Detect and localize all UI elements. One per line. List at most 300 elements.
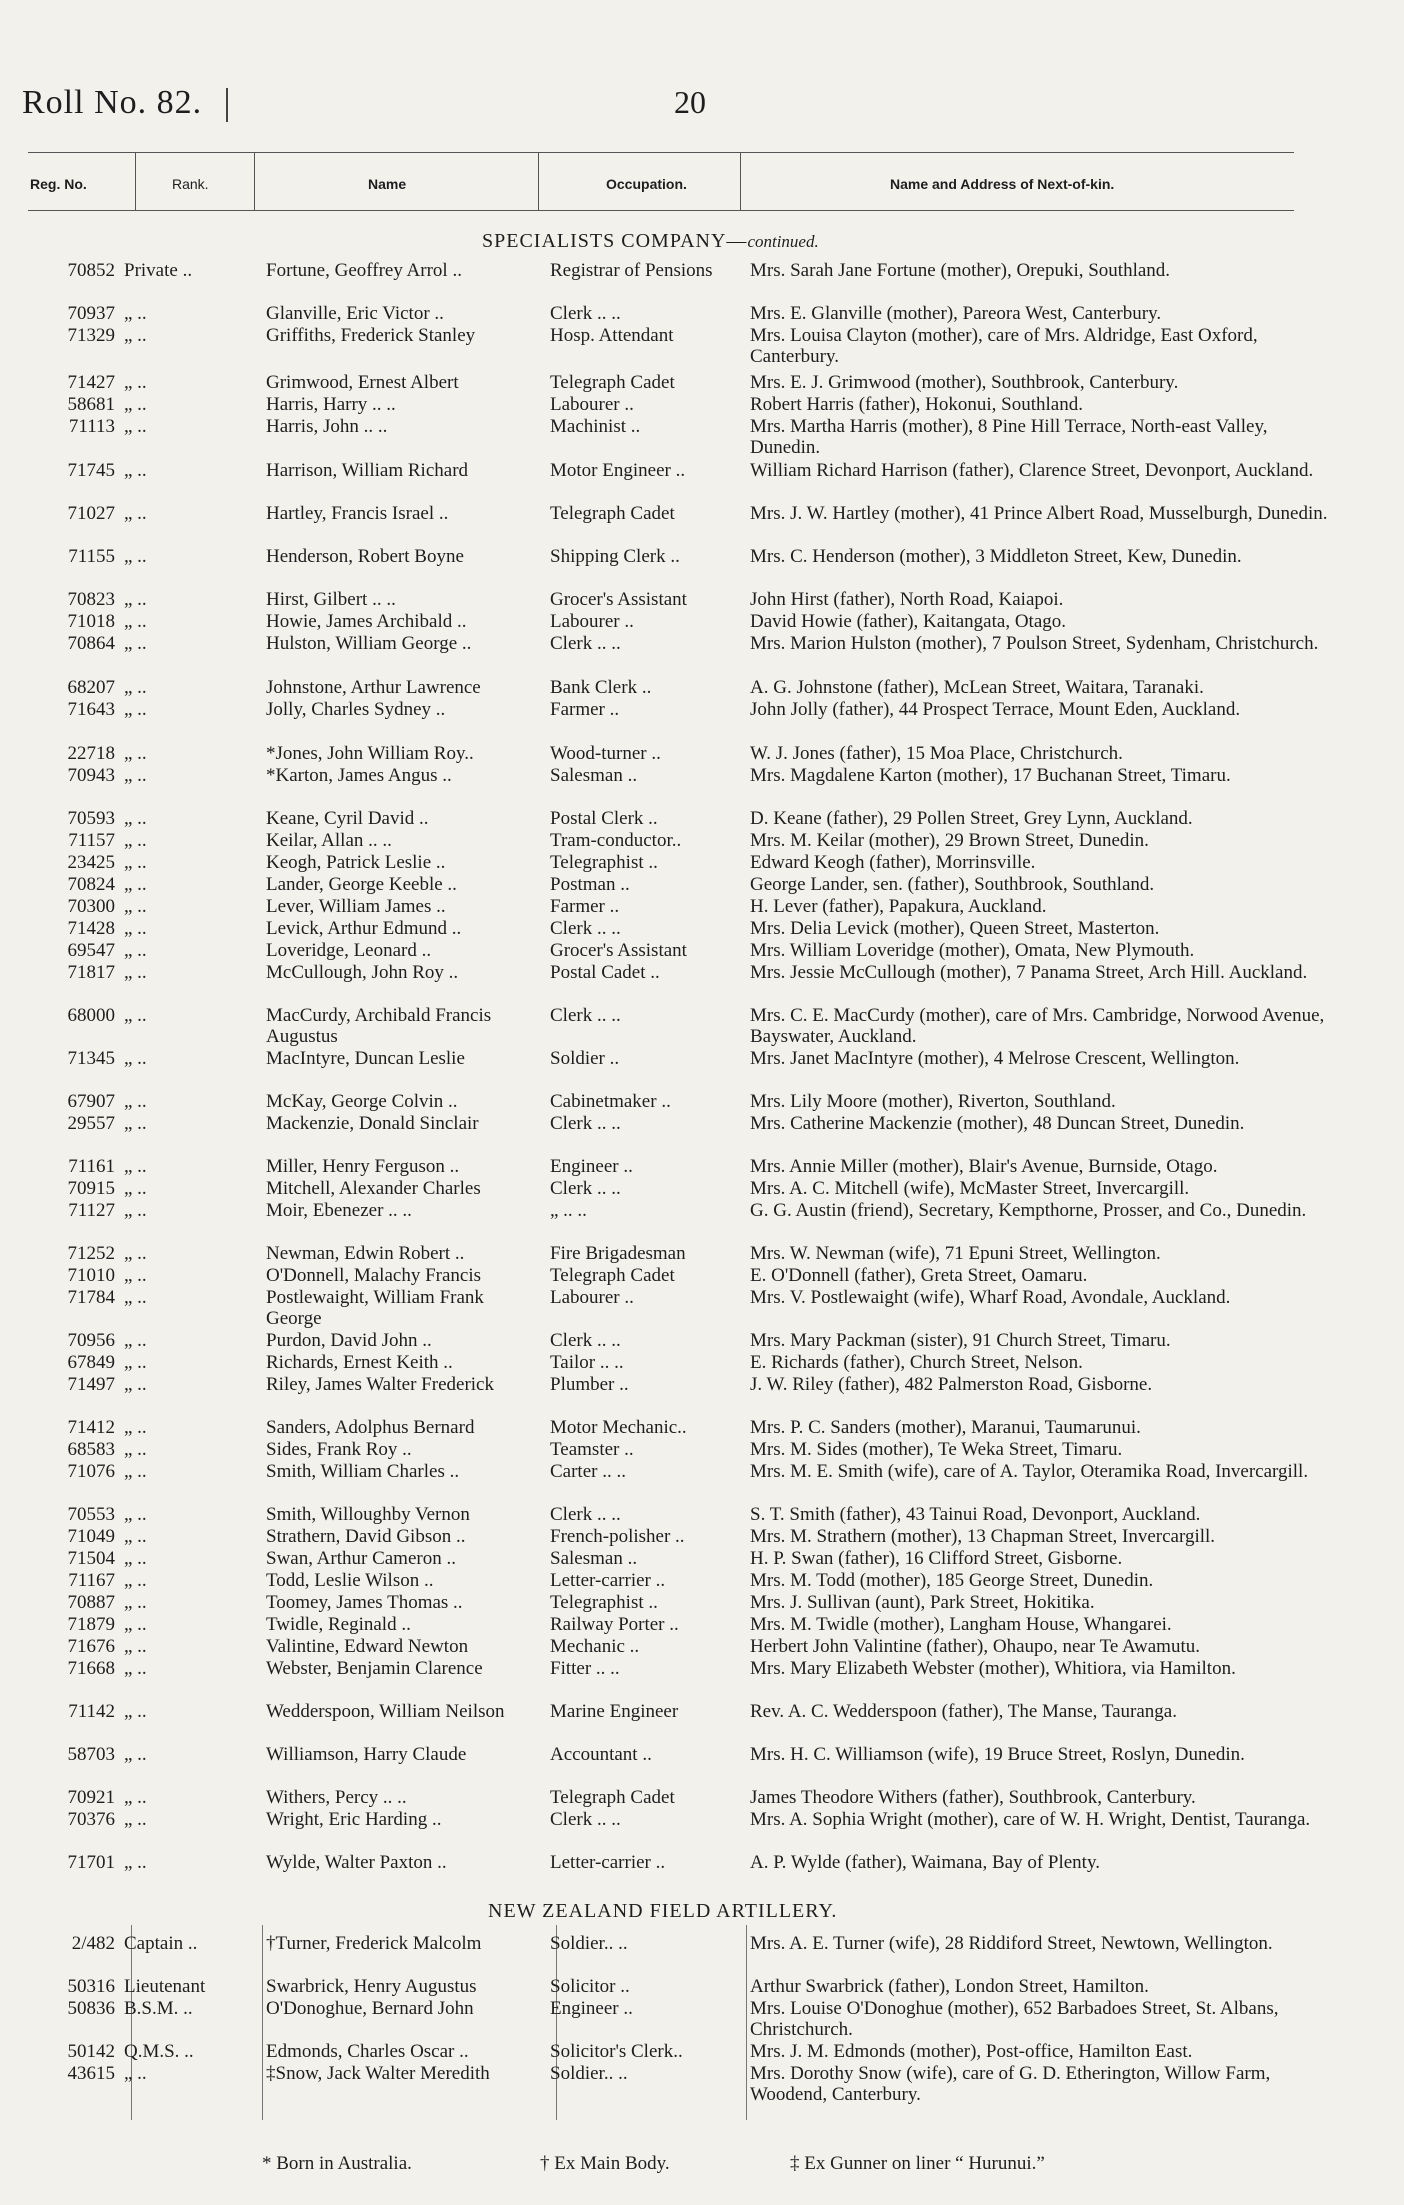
cell-name: McCullough, John Roy .. <box>266 962 459 983</box>
cell-name: Wright, Eric Harding .. <box>266 1809 442 1830</box>
cell-name: Howie, James Archibald .. <box>266 611 467 632</box>
cell-rank: „ .. <box>124 1439 147 1460</box>
cell-name: Grimwood, Ernest Albert <box>266 372 459 393</box>
cell-occupation: Farmer .. <box>550 699 620 720</box>
cell-next-of-kin: Mrs. M. Strathern (mother), 13 Chapman Street, Invercargill. <box>750 1526 1216 1547</box>
cell-reg-no: 68583 <box>67 1439 115 1460</box>
cell-occupation: Bank Clerk .. <box>550 677 652 698</box>
cell-next-of-kin: Mrs. W. Newman (wife), 71 Epuni Street, Wellington. <box>750 1243 1161 1264</box>
cell-reg-no: 71167 <box>68 1570 115 1591</box>
cell-rank: „ .. <box>124 1504 147 1525</box>
cell-name: Miller, Henry Ferguson .. <box>266 1156 460 1177</box>
cell-name: O'Donnell, Malachy Francis <box>266 1265 482 1286</box>
cell-reg-no: 68207 <box>67 677 115 698</box>
cell-reg-no: 71676 <box>67 1636 115 1657</box>
cell-rank: „ .. <box>124 1330 147 1351</box>
cell-reg-no: 71010 <box>67 1265 115 1286</box>
cell-next-of-kin: Mrs. M. Sides (mother), Te Weka Street, Timaru. <box>750 1439 1123 1460</box>
cell-occupation: Clerk .. .. <box>550 633 621 654</box>
cell-occupation: Clerk .. .. <box>550 918 621 939</box>
cell-name: *Karton, James Angus .. <box>266 765 452 786</box>
cell-reg-no: 58681 <box>67 394 115 415</box>
cell-name: Fortune, Geoffrey Arrol .. <box>266 260 462 281</box>
cell-rank: „ .. <box>124 1243 147 1264</box>
cell-occupation: Grocer's Assistant <box>550 940 687 961</box>
cell-name: Swan, Arthur Cameron .. <box>266 1548 456 1569</box>
cell-next-of-kin: Mrs. Lily Moore (mother), Riverton, Southland. <box>750 1091 1116 1112</box>
cell-rank: B.S.M. .. <box>124 1998 193 2019</box>
cell-rank: „ .. <box>124 1374 147 1395</box>
column-divider <box>556 1925 557 2120</box>
cell-rank: „ .. <box>124 611 147 632</box>
cell-next-of-kin: Mrs. Louisa Clayton (mother), care of Mrs. Aldridge, East Oxford, Canterbury. <box>750 325 1258 367</box>
cell-occupation: Telegraphist .. <box>550 852 658 873</box>
cell-name: McKay, George Colvin .. <box>266 1091 458 1112</box>
cell-reg-no: 50836 <box>67 1998 115 2019</box>
cell-reg-no: 29557 <box>67 1113 115 1134</box>
cell-name: Mitchell, Alexander Charles <box>266 1178 481 1199</box>
cell-name: Edmonds, Charles Oscar .. <box>266 2041 469 2062</box>
cell-name: Sides, Frank Roy .. <box>266 1439 412 1460</box>
cell-reg-no: 70823 <box>67 589 115 610</box>
cell-rank: „ .. <box>124 1417 147 1438</box>
cell-rank: „ .. <box>124 1548 147 1569</box>
cell-next-of-kin: Mrs. Louise O'Donoghue (mother), 652 Barbadoes Street, St. Albans, Christchurch. <box>750 1998 1279 2040</box>
cell-occupation: Machinist .. <box>550 416 641 437</box>
cell-name: Smith, William Charles .. <box>266 1461 460 1482</box>
cell-name: Smith, Willoughby Vernon <box>266 1504 470 1525</box>
column-divider <box>131 1925 132 2120</box>
cell-occupation: Fire Brigadesman <box>550 1243 686 1264</box>
cell-occupation: Letter-carrier .. <box>550 1570 666 1591</box>
cell-occupation: Hosp. Attendant <box>550 325 674 346</box>
cell-name: Wedderspoon, William Neilson <box>266 1701 505 1722</box>
cell-rank: „ .. <box>124 940 147 961</box>
cell-occupation: Telegraph Cadet <box>550 372 675 393</box>
cell-occupation: Solicitor's Clerk.. <box>550 2041 683 2062</box>
cell-name: Glanville, Eric Victor .. <box>266 303 444 324</box>
cell-occupation: Tram-conductor.. <box>550 830 682 851</box>
cell-occupation: Shipping Clerk .. <box>550 546 680 567</box>
cell-name: O'Donoghue, Bernard John <box>266 1998 474 2019</box>
cell-next-of-kin: Mrs. Dorothy Snow (wife), care of G. D. Etherington, Willow Farm, Woodend, Canterbury. <box>750 2063 1271 2105</box>
cell-name: Hulston, William George .. <box>266 633 472 654</box>
cell-reg-no: 71155 <box>68 546 115 567</box>
cell-name: Loveridge, Leonard .. <box>266 940 432 961</box>
cell-reg-no: 70887 <box>67 1592 115 1613</box>
cell-reg-no: 70376 <box>67 1809 115 1830</box>
cell-occupation: Cabinetmaker .. <box>550 1091 671 1112</box>
cell-reg-no: 71049 <box>67 1526 115 1547</box>
cell-rank: „ .. <box>124 2063 147 2084</box>
cell-occupation: Postman .. <box>550 874 630 895</box>
section-title-specialists <box>482 230 819 253</box>
cell-occupation: Engineer .. <box>550 1998 633 2019</box>
cell-reg-no: 71329 <box>67 325 115 346</box>
cell-next-of-kin: Mrs. J. W. Hartley (mother), 41 Prince Albert Road, Musselburgh, Dunedin. <box>750 503 1328 524</box>
cell-reg-no: 71817 <box>67 962 115 983</box>
cell-rank: „ .. <box>124 677 147 698</box>
cell-reg-no: 71252 <box>67 1243 115 1264</box>
cell-next-of-kin: Mrs. J. Sullivan (aunt), Park Street, Hokitika. <box>750 1592 1095 1613</box>
cell-occupation: Tailor .. .. <box>550 1352 624 1373</box>
cell-rank: „ .. <box>124 1592 147 1613</box>
cell-rank: „ .. <box>124 1701 147 1722</box>
cell-occupation: Motor Engineer .. <box>550 460 686 481</box>
cell-name: Todd, Leslie Wilson .. <box>266 1570 434 1591</box>
cell-next-of-kin: James Theodore Withers (father), Southbrook, Canterbury. <box>750 1787 1196 1808</box>
cell-next-of-kin: Mrs. Janet MacIntyre (mother), 4 Melrose Crescent, Wellington. <box>750 1048 1240 1069</box>
cell-occupation: Telegraphist .. <box>550 1592 658 1613</box>
cell-name: Hartley, Francis Israel .. <box>266 503 449 524</box>
cell-name: Postlewaight, William Frank George <box>266 1287 484 1329</box>
cell-rank: „ .. <box>124 1048 147 1069</box>
cell-next-of-kin: S. T. Smith (father), 43 Tainui Road, Devonport, Auckland. <box>750 1504 1201 1525</box>
section-title-text: NEW ZEALAND FIELD ARTILLERY. <box>488 1900 838 1922</box>
cell-rank: „ .. <box>124 1287 147 1308</box>
cell-name: Jolly, Charles Sydney .. <box>266 699 446 720</box>
cell-rank: „ .. <box>124 1200 147 1221</box>
cell-reg-no: 71643 <box>67 699 115 720</box>
cell-rank: „ .. <box>124 589 147 610</box>
cell-next-of-kin: Arthur Swarbrick (father), London Street, Hamilton. <box>750 1976 1149 1997</box>
cell-name: Mackenzie, Donald Sinclair <box>266 1113 479 1134</box>
column-header-next-of-kin: Name and Address of Next-of-kin. <box>890 176 1115 192</box>
cell-name: Purdon, David John .. <box>266 1330 432 1351</box>
cell-next-of-kin: E. O'Donnell (father), Greta Street, Oamaru. <box>750 1265 1088 1286</box>
cell-name: Riley, James Walter Frederick <box>266 1374 494 1395</box>
cell-reg-no: 71701 <box>67 1852 115 1873</box>
cell-occupation: Clerk .. .. <box>550 303 621 324</box>
cell-rank: „ .. <box>124 1461 147 1482</box>
cell-next-of-kin: Mrs. H. C. Williamson (wife), 19 Bruce Street, Roslyn, Dunedin. <box>750 1744 1245 1765</box>
cell-next-of-kin: Mrs. M. Twidle (mother), Langham House, Whangarei. <box>750 1614 1172 1635</box>
cell-reg-no: 71345 <box>67 1048 115 1069</box>
cell-name: Johnstone, Arthur Lawrence <box>266 677 481 698</box>
cell-reg-no: 71157 <box>68 830 115 851</box>
cell-reg-no: 67849 <box>67 1352 115 1373</box>
cell-reg-no: 71784 <box>67 1287 115 1308</box>
footnote-born-australia: * Born in Australia. <box>262 2153 412 2174</box>
cell-occupation: Farmer .. <box>550 896 620 917</box>
cell-reg-no: 71879 <box>67 1614 115 1635</box>
cell-reg-no: 71745 <box>67 460 115 481</box>
column-header-rank: Rank. <box>172 176 209 192</box>
cell-next-of-kin: Mrs. V. Postlewaight (wife), Wharf Road, Avondale, Auckland. <box>750 1287 1231 1308</box>
cell-rank: „ .. <box>124 1113 147 1134</box>
cell-occupation: Railway Porter .. <box>550 1614 679 1635</box>
cell-reg-no: 70915 <box>67 1178 115 1199</box>
cell-next-of-kin: Mrs. Mary Elizabeth Webster (mother), Whitiora, via Hamilton. <box>750 1658 1236 1679</box>
cell-next-of-kin: Herbert John Valintine (father), Ohaupo, near Te Awamutu. <box>750 1636 1200 1657</box>
cell-rank: Private .. <box>124 260 193 281</box>
cell-rank: „ .. <box>124 546 147 567</box>
cell-rank: „ .. <box>124 372 147 393</box>
cell-name: Harris, John .. .. <box>266 416 388 437</box>
cell-rank: „ .. <box>124 1178 147 1199</box>
cell-rank: „ .. <box>124 416 147 437</box>
cell-reg-no: 70300 <box>67 896 115 917</box>
cell-rank: „ .. <box>124 1265 147 1286</box>
page-header <box>22 84 1404 124</box>
section-title-text: SPECIALISTS COMPANY— <box>482 230 748 252</box>
cell-name: Keane, Cyril David .. <box>266 808 429 829</box>
cell-reg-no: 50142 <box>67 2041 115 2062</box>
cell-occupation: Carter .. .. <box>550 1461 626 1482</box>
cell-reg-no: 71127 <box>68 1200 115 1221</box>
cell-rank: „ .. <box>124 699 147 720</box>
cell-next-of-kin: E. Richards (father), Church Street, Nelson. <box>750 1352 1083 1373</box>
cell-occupation: Motor Mechanic.. <box>550 1417 687 1438</box>
cell-occupation: „ .. .. <box>550 1200 587 1221</box>
cell-next-of-kin: Mrs. J. M. Edmonds (mother), Post-office, Hamilton East. <box>750 2041 1193 2062</box>
cell-next-of-kin: Mrs. William Loveridge (mother), Omata, New Plymouth. <box>750 940 1195 961</box>
cell-rank: Q.M.S. .. <box>124 2041 194 2062</box>
cell-rank: „ .. <box>124 852 147 873</box>
cell-rank: „ .. <box>124 874 147 895</box>
cell-reg-no: 67907 <box>67 1091 115 1112</box>
cell-rank: Captain .. <box>124 1933 198 1954</box>
cell-rank: „ .. <box>124 1156 147 1177</box>
header-divider <box>135 152 136 210</box>
cell-next-of-kin: Mrs. Jessie McCullough (mother), 7 Panama Street, Arch Hill. Auckland. <box>750 962 1308 983</box>
cell-occupation: French-polisher .. <box>550 1526 685 1547</box>
cell-name: Valintine, Edward Newton <box>266 1636 469 1657</box>
cell-occupation: Clerk .. .. <box>550 1504 621 1525</box>
cell-reg-no: 71142 <box>68 1701 115 1722</box>
cell-occupation: Labourer .. <box>550 1287 634 1308</box>
cell-name: Webster, Benjamin Clarence <box>266 1658 483 1679</box>
cell-occupation: Telegraph Cadet <box>550 1787 675 1808</box>
cell-reg-no: 70943 <box>67 765 115 786</box>
cell-reg-no: 71076 <box>67 1461 115 1482</box>
cell-occupation: Telegraph Cadet <box>550 503 675 524</box>
cell-next-of-kin: George Lander, sen. (father), Southbrook, Southland. <box>750 874 1155 895</box>
cell-occupation: Clerk .. .. <box>550 1330 621 1351</box>
cell-name: Henderson, Robert Boyne <box>266 546 464 567</box>
cell-name: *Jones, John William Roy.. <box>266 743 474 764</box>
cell-reg-no: 71668 <box>67 1658 115 1679</box>
header-divider <box>740 152 741 210</box>
roll-number: Roll No. 82. <box>22 84 203 121</box>
cell-next-of-kin: Mrs. P. C. Sanders (mother), Maranui, Taumarunui. <box>750 1417 1141 1438</box>
cell-next-of-kin: Mrs. C. Henderson (mother), 3 Middleton Street, Kew, Dunedin. <box>750 546 1242 567</box>
cell-next-of-kin: Mrs. Magdalene Karton (mother), 17 Buchanan Street, Timaru. <box>750 765 1231 786</box>
cell-name: Strathern, David Gibson .. <box>266 1526 466 1547</box>
cell-occupation: Salesman .. <box>550 765 638 786</box>
cell-rank: „ .. <box>124 1526 147 1547</box>
cell-reg-no: 70593 <box>67 808 115 829</box>
cell-next-of-kin: H. P. Swan (father), 16 Clifford Street, Gisborne. <box>750 1548 1123 1569</box>
cell-rank: „ .. <box>124 303 147 324</box>
cell-reg-no: 2/482 <box>71 1933 115 1954</box>
cell-rank: „ .. <box>124 896 147 917</box>
cell-occupation: Clerk .. .. <box>550 1113 621 1134</box>
cell-occupation: Clerk .. .. <box>550 1178 621 1199</box>
cell-next-of-kin: Mrs. C. E. MacCurdy (mother), care of Mrs. Cambridge, Norwood Avenue, Bayswater, Auckland. <box>750 1005 1325 1047</box>
cell-reg-no: 71428 <box>67 918 115 939</box>
column-divider <box>262 1925 263 2120</box>
cell-occupation: Mechanic .. <box>550 1636 640 1657</box>
cell-name: Levick, Arthur Edmund .. <box>266 918 462 939</box>
cell-next-of-kin: G. G. Austin (friend), Secretary, Kempthorne, Prosser, and Co., Dunedin. <box>750 1200 1307 1221</box>
cell-name: Richards, Ernest Keith .. <box>266 1352 453 1373</box>
cell-next-of-kin: David Howie (father), Kaitangata, Otago. <box>750 611 1067 632</box>
cell-reg-no: 70852 <box>67 260 115 281</box>
cell-rank: „ .. <box>124 394 147 415</box>
cell-reg-no: 43615 <box>67 2063 115 2084</box>
cell-rank: „ .. <box>124 1005 147 1026</box>
header-divider <box>538 152 539 210</box>
column-header-name: Name <box>368 176 407 192</box>
cell-reg-no: 71018 <box>67 611 115 632</box>
cell-occupation: Grocer's Assistant <box>550 589 687 610</box>
cell-name: Twidle, Reginald .. <box>266 1614 411 1635</box>
cell-reg-no: 71497 <box>67 1374 115 1395</box>
cell-occupation: Postal Clerk .. <box>550 808 658 829</box>
cell-rank: Lieutenant <box>124 1976 206 1997</box>
cell-next-of-kin: John Jolly (father), 44 Prospect Terrace, Mount Eden, Auckland. <box>750 699 1241 720</box>
cell-next-of-kin: Edward Keogh (father), Morrinsville. <box>750 852 1036 873</box>
cell-occupation: Labourer .. <box>550 394 634 415</box>
cell-occupation: Plumber .. <box>550 1374 629 1395</box>
footnote-ex-main-body: † Ex Main Body. <box>540 2153 670 2174</box>
cell-rank: „ .. <box>124 1570 147 1591</box>
cell-reg-no: 71113 <box>68 416 115 437</box>
table-header-top-rule <box>28 152 1294 153</box>
cell-rank: „ .. <box>124 1352 147 1373</box>
cell-next-of-kin: Mrs. A. Sophia Wright (mother), care of W. H. Wright, Dentist, Tauranga. <box>750 1809 1311 1830</box>
cell-next-of-kin: Mrs. E. Glanville (mother), Pareora West, Canterbury. <box>750 303 1162 324</box>
cell-occupation: Soldier .. <box>550 1048 620 1069</box>
cell-next-of-kin: W. J. Jones (father), 15 Moa Place, Christchurch. <box>750 743 1123 764</box>
cell-occupation: Teamster .. <box>550 1439 634 1460</box>
cell-name: MacCurdy, Archibald Francis Augustus <box>266 1005 492 1047</box>
cell-occupation: Soldier.. .. <box>550 1933 628 1954</box>
cell-rank: „ .. <box>124 1787 147 1808</box>
cell-next-of-kin: Mrs. Annie Miller (mother), Blair's Avenue, Burnside, Otago. <box>750 1156 1218 1177</box>
cell-name: MacIntyre, Duncan Leslie <box>266 1048 465 1069</box>
cell-reg-no: 71161 <box>68 1156 115 1177</box>
cell-reg-no: 71504 <box>67 1548 115 1569</box>
cell-next-of-kin: Rev. A. C. Wedderspoon (father), The Manse, Tauranga. <box>750 1701 1177 1722</box>
cell-reg-no: 70553 <box>67 1504 115 1525</box>
cell-reg-no: 71427 <box>67 372 115 393</box>
cell-occupation: Registrar of Pensions <box>550 260 713 281</box>
cell-reg-no: 70864 <box>67 633 115 654</box>
cell-reg-no: 70921 <box>67 1787 115 1808</box>
cell-next-of-kin: William Richard Harrison (father), Clarence Street, Devonport, Auckland. <box>750 460 1314 481</box>
cell-reg-no: 23425 <box>67 852 115 873</box>
cell-rank: „ .. <box>124 962 147 983</box>
cell-reg-no: 70824 <box>67 874 115 895</box>
cell-next-of-kin: John Hirst (father), North Road, Kaiapoi. <box>750 589 1064 610</box>
cell-name: Sanders, Adolphus Bernard <box>266 1417 475 1438</box>
cell-name: Keilar, Allan .. .. <box>266 830 392 851</box>
cell-occupation: Wood-turner .. <box>550 743 661 764</box>
cell-occupation: Clerk .. .. <box>550 1809 621 1830</box>
footnote-ex-gunner: ‡ Ex Gunner on liner “ Hurunui.” <box>790 2153 1045 2174</box>
cell-rank: „ .. <box>124 1852 147 1873</box>
cell-rank: „ .. <box>124 503 147 524</box>
cell-name: Newman, Edwin Robert .. <box>266 1243 465 1264</box>
cell-reg-no: 69547 <box>67 940 115 961</box>
cell-name: Keogh, Patrick Leslie .. <box>266 852 446 873</box>
cell-name: Moir, Ebenezer .. .. <box>266 1200 412 1221</box>
column-header-occupation: Occupation. <box>606 176 687 192</box>
section-title-suffix: continued. <box>747 232 819 251</box>
cell-reg-no: 71412 <box>67 1417 115 1438</box>
cell-name: Griffiths, Frederick Stanley <box>266 325 476 346</box>
cell-occupation: Postal Cadet .. <box>550 962 660 983</box>
cell-rank: „ .. <box>124 633 147 654</box>
cell-rank: „ .. <box>124 765 147 786</box>
cell-occupation: Salesman .. <box>550 1548 638 1569</box>
cell-next-of-kin: J. W. Riley (father), 482 Palmerston Road, Gisborne. <box>750 1374 1153 1395</box>
cell-occupation: Marine Engineer <box>550 1701 679 1722</box>
cell-name: †Turner, Frederick Malcolm <box>266 1933 482 1954</box>
cell-reg-no: 50316 <box>67 1976 115 1997</box>
column-divider <box>746 1925 747 2120</box>
cell-occupation: Soldier.. .. <box>550 2063 628 2084</box>
cell-next-of-kin: Mrs. A. E. Turner (wife), 28 Riddiford Street, Newtown, Wellington. <box>750 1933 1273 1954</box>
cell-next-of-kin: Mrs. A. C. Mitchell (wife), McMaster Street, Invercargill. <box>750 1178 1190 1199</box>
cell-rank: „ .. <box>124 1658 147 1679</box>
cell-reg-no: 70956 <box>67 1330 115 1351</box>
table-header-bottom-rule <box>28 210 1294 211</box>
cell-name: Wylde, Walter Paxton .. <box>266 1852 447 1873</box>
cell-occupation: Telegraph Cadet <box>550 1265 675 1286</box>
cell-reg-no: 22718 <box>67 743 115 764</box>
cell-next-of-kin: D. Keane (father), 29 Pollen Street, Grey Lynn, Auckland. <box>750 808 1193 829</box>
cell-next-of-kin: A. G. Johnstone (father), McLean Street, Waitara, Taranaki. <box>750 677 1204 698</box>
cell-next-of-kin: Mrs. M. E. Smith (wife), care of A. Taylor, Oteramika Road, Invercargill. <box>750 1461 1309 1482</box>
cell-name: Williamson, Harry Claude <box>266 1744 467 1765</box>
cell-name: Withers, Percy .. .. <box>266 1787 407 1808</box>
cell-next-of-kin: H. Lever (father), Papakura, Auckland. <box>750 896 1047 917</box>
cell-rank: „ .. <box>124 325 147 346</box>
cell-rank: „ .. <box>124 830 147 851</box>
cell-occupation: Labourer .. <box>550 611 634 632</box>
cell-next-of-kin: Mrs. Mary Packman (sister), 91 Church Street, Timaru. <box>750 1330 1171 1351</box>
cell-occupation: Solicitor .. <box>550 1976 630 1997</box>
cell-occupation: Accountant .. <box>550 1744 652 1765</box>
cell-name: Harrison, William Richard <box>266 460 469 481</box>
cell-name: Harris, Harry .. .. <box>266 394 396 415</box>
cell-name: Toomey, James Thomas .. <box>266 1592 463 1613</box>
cell-next-of-kin: A. P. Wylde (father), Waimana, Bay of Plenty. <box>750 1852 1100 1873</box>
cell-rank: „ .. <box>124 460 147 481</box>
cell-reg-no: 68000 <box>67 1005 115 1026</box>
cell-rank: „ .. <box>124 1809 147 1830</box>
cell-rank: „ .. <box>124 1636 147 1657</box>
cell-rank: „ .. <box>124 1744 147 1765</box>
cell-occupation: Letter-carrier .. <box>550 1852 666 1873</box>
cell-next-of-kin: Mrs. Catherine Mackenzie (mother), 48 Duncan Street, Dunedin. <box>750 1113 1245 1134</box>
cell-rank: „ .. <box>124 918 147 939</box>
cell-rank: „ .. <box>124 1091 147 1112</box>
cell-next-of-kin: Mrs. M. Todd (mother), 185 George Street, Dunedin. <box>750 1570 1154 1591</box>
cell-rank: „ .. <box>124 743 147 764</box>
cell-name: Lever, William James .. <box>266 896 446 917</box>
cell-reg-no: 70937 <box>67 303 115 324</box>
cell-occupation: Clerk .. .. <box>550 1005 621 1026</box>
cell-occupation: Fitter .. .. <box>550 1658 620 1679</box>
cell-occupation: Engineer .. <box>550 1156 633 1177</box>
cell-name: ‡Snow, Jack Walter Meredith <box>266 2063 490 2084</box>
cell-next-of-kin: Mrs. M. Keilar (mother), 29 Brown Street, Dunedin. <box>750 830 1149 851</box>
cell-rank: „ .. <box>124 808 147 829</box>
